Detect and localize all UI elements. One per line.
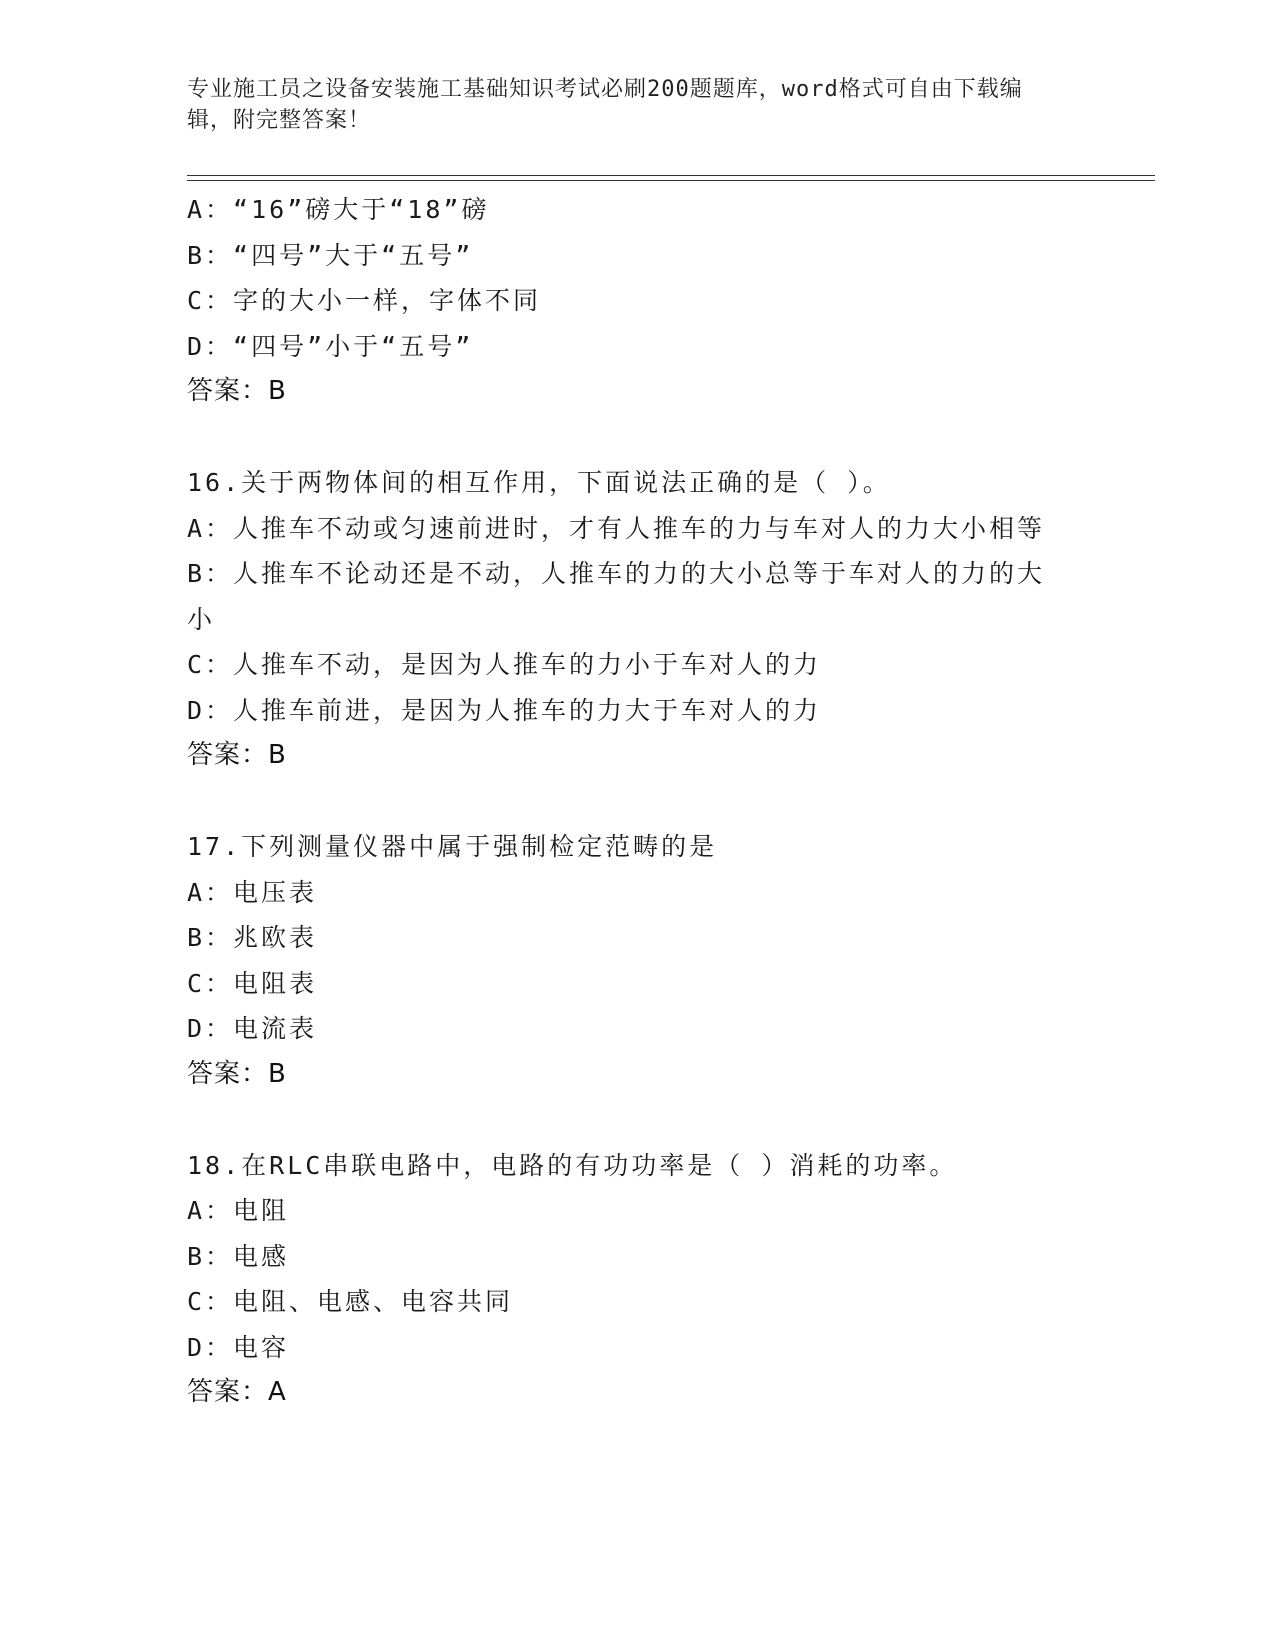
option-c: C：电阻、电感、电容共同 bbox=[187, 1287, 514, 1316]
option-b: B：兆欧表 bbox=[187, 923, 318, 952]
option-c: C：电阻表 bbox=[187, 968, 318, 998]
question-text: 18.在RLC串联电路中，电路的有功功率是（ ）消耗的功率。 bbox=[187, 1150, 958, 1180]
question-block-17 bbox=[187, 824, 1087, 1097]
option-a: A：电阻 bbox=[187, 1196, 290, 1225]
option-d: D：“四号”小于“五号” bbox=[187, 331, 474, 361]
header-divider-top bbox=[187, 175, 1155, 176]
answer-line: 答案：A bbox=[187, 1377, 287, 1407]
option-a: A：电压表 bbox=[187, 877, 318, 907]
question-block-16 bbox=[187, 460, 1087, 779]
spacer bbox=[187, 779, 1087, 825]
option-b: B：电感 bbox=[187, 1241, 290, 1271]
option-c: C：字的大小一样，字体不同 bbox=[187, 286, 542, 315]
document-header: 专业施工员之设备安装施工基础知识考试必刷200题题库，word格式可自由下载编辑，附完整答案！ bbox=[187, 77, 1023, 133]
answer-line: 答案：B bbox=[187, 1058, 287, 1089]
spacer bbox=[187, 415, 1087, 461]
option-d: D：电容 bbox=[187, 1332, 290, 1362]
option-d: D：人推车前进，是因为人推车的力大于车对人的力 bbox=[187, 695, 822, 725]
answer-line: 答案：B bbox=[187, 740, 287, 770]
option-c: C：人推车不动，是因为人推车的力小于车对人的力 bbox=[187, 650, 822, 679]
question-text: 17.下列测量仪器中属于强制检定范畴的是 bbox=[187, 832, 718, 861]
question-text: 16.关于两物体间的相互作用，下面说法正确的是（ ）。 bbox=[187, 468, 891, 497]
option-b: B：人推车不论动还是不动，人推车的力的大小总等于车对人的力的大小 bbox=[187, 559, 1046, 634]
option-d: D：电流表 bbox=[187, 1014, 318, 1043]
question-block-18 bbox=[187, 1143, 1087, 1416]
spacer bbox=[187, 1097, 1087, 1143]
answer-line: 答案：B bbox=[187, 376, 287, 406]
question-list bbox=[187, 187, 1087, 1416]
option-a: A：“16”磅大于“18”磅 bbox=[187, 195, 490, 224]
option-b: B：“四号”大于“五号” bbox=[187, 240, 474, 270]
header-divider-bottom bbox=[187, 180, 1155, 181]
option-a: A：人推车不动或匀速前进时，才有人推车的力与车对人的力大小相等 bbox=[187, 513, 1046, 543]
question-block-15 bbox=[187, 187, 1087, 415]
